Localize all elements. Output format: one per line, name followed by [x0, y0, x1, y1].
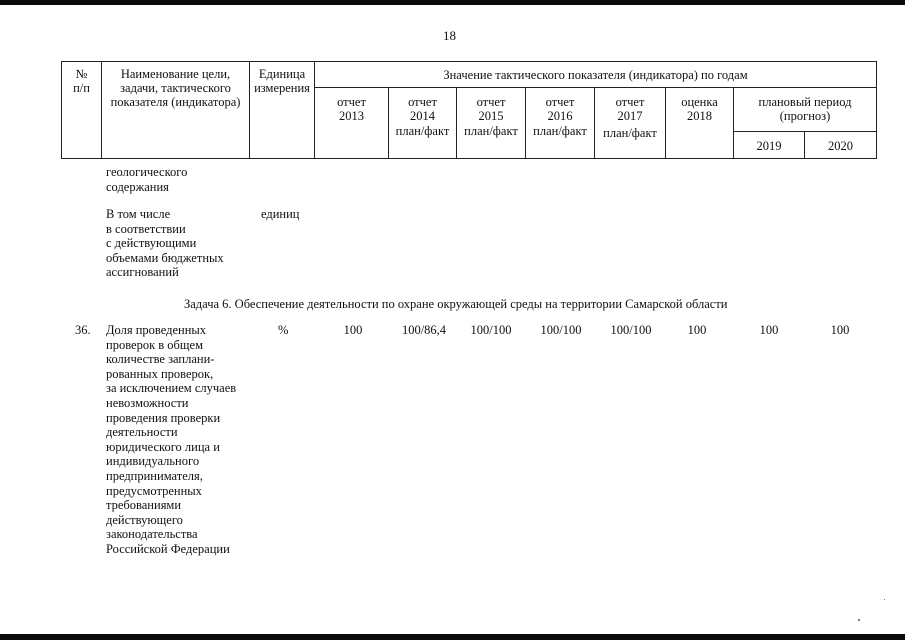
row-36-value-2020: 100: [830, 323, 850, 337]
scan-speck: [858, 619, 860, 621]
header-year-2013: отчет 2013: [337, 95, 366, 123]
header-year-2017-sub: план/факт: [603, 126, 657, 140]
header-planned-2019: 2019: [756, 139, 782, 153]
task-heading: Задача 6. Обеспечение деятельности по охране окружающей среды на территории Самарской области: [184, 297, 728, 311]
header-year-2016: отчет 2016: [545, 95, 575, 123]
header-year-2018: оценка 2018: [681, 95, 718, 123]
row-36-value-2019: 100: [759, 323, 779, 337]
header-year-2016-sub: план/факт: [533, 124, 587, 138]
row-36-value-2018: 100: [687, 323, 707, 337]
continuation-text: геологического содержания: [106, 165, 188, 194]
header-name: Наименование цели, задачи, тактического показателя (индикатора): [110, 67, 241, 109]
header-values-group: Значение тактического показателя (индикатора) по годам: [443, 68, 748, 82]
row-36-name: Доля проведенных проверок в общем количестве заплани- рованных проверок, за исключением случаев невозможности проведения проверки деятельности юридического лица и индивидуального предпринимателя, предусмотренных требованиями действующего законодательства Российской Федерации: [106, 323, 237, 556]
row-36-value-2014: 100/86,4: [401, 323, 447, 337]
header-year-2015-sub: план/факт: [464, 124, 518, 138]
page-number: 18: [443, 28, 456, 43]
header-num: № п/п: [73, 67, 90, 95]
header-unit: Единица измерения: [254, 67, 310, 95]
row-36-value-2015: 100/100: [470, 323, 512, 337]
header-planned-period: плановый период (прогноз): [758, 95, 852, 123]
row-36-unit: %: [278, 323, 289, 337]
header-planned-2020: 2020: [828, 139, 853, 153]
row-36-number: 36.: [75, 323, 91, 337]
row-36-value-2016: 100/100: [540, 323, 582, 337]
header-year-2015: отчет 2015: [476, 95, 506, 123]
subrow-name: В том числе в соответствии с действующими объемами бюджетных ассигнований: [106, 207, 224, 280]
scan-speck: [884, 599, 885, 600]
row-36-value-2013: 100: [343, 323, 363, 337]
header-year-2014: отчет 2014: [408, 95, 437, 123]
table-header: [61, 61, 877, 159]
row-36-value-2017: 100/100: [610, 323, 652, 337]
bottom-border-bar: [0, 634, 905, 640]
subrow-unit: единиц: [261, 207, 300, 221]
header-year-2017: отчет 2017: [615, 95, 645, 123]
top-border-bar: [0, 0, 905, 5]
header-year-2014-sub: план/факт: [395, 124, 450, 138]
